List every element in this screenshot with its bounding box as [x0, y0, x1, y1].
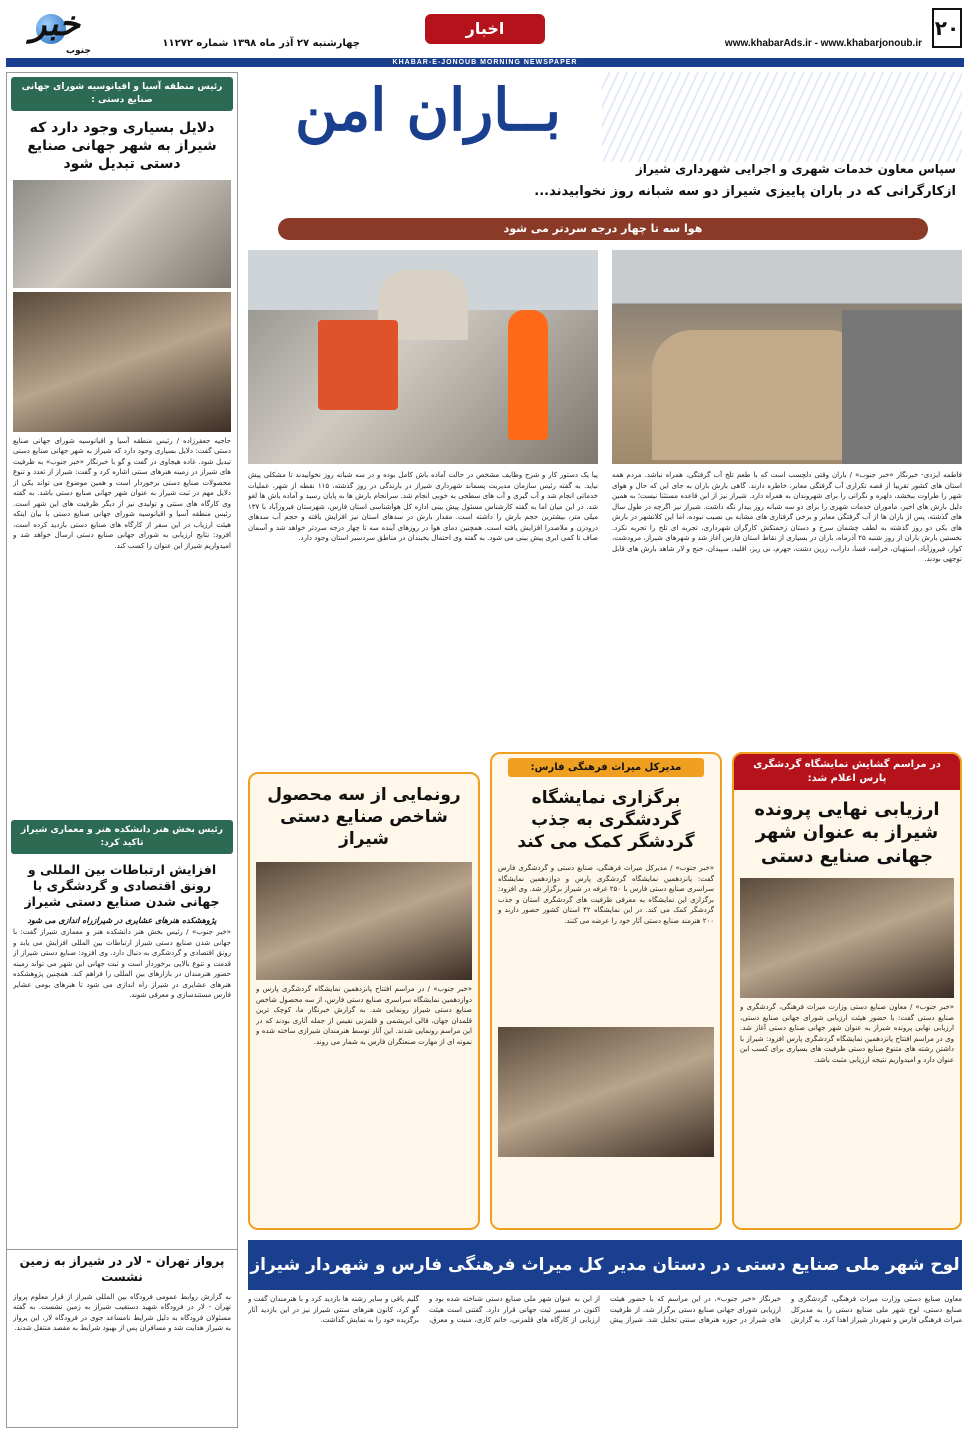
date-line: چهارشنبه ۲۷ آذر ماه ۱۳۹۸ شماره ۱۱۲۷۲: [162, 38, 360, 49]
main-subtitle-1: سپاس معاون خدمات شهری و اجرایی شهرداری شیراز: [635, 162, 956, 176]
box1-title: ارزیابی نهایی پرونده شیراز به عنوان شهر جهانی صنایع دستی: [754, 799, 940, 867]
river: [652, 330, 852, 460]
websites: www.khabarAds.ir - www.khabarjonoub.ir: [724, 38, 922, 49]
left-column: [6, 72, 238, 1428]
box-1: [732, 752, 962, 1230]
left-photo-1: [13, 180, 231, 288]
left-body-2: «خبر جنوب» / رئیس بخش هنر دانشکده هنر و معماری شیراز گفت: با جهانی شدن صنایع دستی شیراز ارتباطات بین المللی افزایش می یابد و رونق اقتصادی و گردشگری به دنبال دارد. وی افزود: صنایع دستی شیراز از قدمت و تنوع بالایی برخوردار است و ثبت جهانی این شهر می تواند زمینه حضور هنرمندان در بازارهای بین المللی را فراهم کند. همچنین پژوهشکده هنرهای عشایری در شیراز راه اندازی می شود تا هنرهای بومی عشایر فارس مستندسازی و معرفی شوند.: [13, 928, 231, 1000]
left-title-2: افزایش ارتباطات بین المللی و رونق اقتصادی و گردشگری با جهانی شدن صنایع دستی شیراز: [24, 861, 220, 910]
box1-body: «خبر جنوب» / معاون صنایع دستی وزارت میراث فرهنگی، گردشگری و صنایع دستی گفت: با حضور هیئت ارزیابی شورای جهانی صنایع دستی، ارزیابی نهایی پرونده شیراز به عنوان شهر جهانی صنایع دستی آغاز شد. وی در مراسم افتتاح پانزدهمین نمایشگاه گردشگری پارس افزود: شیراز با داشتن رشته های متنوع صنایع دستی ظرفیت های بسیاری برای کسب این عنوان دارد و امیدواریم نتیجه ارزیابی مثبت باشد.: [740, 1003, 954, 1064]
box-2: [490, 752, 722, 1230]
main-title: بــاران امن: [294, 76, 562, 144]
main-banner: هوا سه تا چهار درجه سردتر می شود: [278, 218, 928, 240]
box2-body: «خبر جنوب» / مدیرکل میراث فرهنگی، صنایع دستی و گردشگری فارس گفت: پانزدهمین نمایشگاه گردشگری پارس و دوازدهمین نمایشگاه سراسری صنایع دستی فارس با ۲۵۰ غرفه در شیراز برگزار شد. وی افزود: برگزاری این نمایشگاه به معرفی ظرفیت های گردشگری استان و جذب گردشگر کمک می کند. در این نمایشگاه ۴۲ استان کشور حضور دارند و ۲۰۰ هنرمند صنایع دستی آثار خود را عرضه می کنند.: [498, 864, 714, 925]
recycle-bin: [318, 320, 398, 410]
logo: [6, 4, 106, 60]
left-title-3: پرواز تهران - لار در شیراز به زمین نشست: [7, 1249, 237, 1289]
bottom-banner: لوح شهر ملی صنایع دستی در دستان مدیر کل میراث فرهنگی فارس و شهردار شیراز: [248, 1240, 962, 1290]
main-body-right: فاطمه ایزدی- خبرنگار «خبر جنوب» / باران وقتی دلچسب است که با طعم تلخ آب گرفتگی، همراه نباشد. مردم همه استان های کشور تقریبا از قصه تکراری آب گرفتگی معابر، خاطره دارند. گاهی بارش باران به جای این که حال و هوای شهر را طراوت ببخشد، دلهره و نگرانی را برای شهروندان به همراه دارد. شیراز نیز از این قاعده مستثنا نیست؛ به همین دلیل بارش های اخیر، ماموران خدمات شهری را برای دو سه شبانه روز بیدار نگه داشت. شیراز نیز اگرچه در طول سال های گذشته، پس از باران ها از آب گرفتگی معابر و برخی گرفتاری های مشابه بی نصیب نبوده، اما این کلانشهر در بارش های یکی دو روز گذشته به لطف چشمان سرخ و دستان زحمتکش کارگران شهرداری، تجربه ای تلخ را تجربه نکرد. نخستین بارش باران از روز شنبه ۲۵ آذرماه، باران در بسیاری از نقاط استان فارس آغاز شد و شهرهای شیراز، مرودشت، کوار، فیروزآباد، استهبان، خرامه، فسا، داراب، زرین دشت، جهرم، نی ریز، اقلید، سپیدان، خنج و لار شاهد بارش های قابل توجهی بودند.: [612, 471, 962, 563]
box3-photo: [256, 862, 472, 980]
main-subtitle-2: ازکارگرانی که در باران پاییزی شیراز دو سه شبانه روز نخوابیدند...: [534, 184, 956, 199]
title-rain-decoration: [602, 72, 962, 162]
main-photo-right: [612, 250, 962, 464]
main-body-middle: پیا یک دستور کار و شرح وظایف مشخص در حالت آماده باش کامل بوده و در سه شبانه روز نخوابیدند تا مشکلی پیش نیاید. به گفته رئیس سازمان مدیریت پسماند شهرداری شیراز در بارندگی در روز گذشته، ۱۱۵ نقطه از شهر، عملیات خدماتی انجام شد و آب گیری و آب های سطحی به خوبی انجام شد. سرانجام بارش ها به پایان رسید و آماده باش ها لغو شد. در این میان اما به گفته کارشناس مسئول پیش بینی اداره کل هواشناسی استان فارس، شهرستان فیروزآباد با ۱۳۷ میلی متر، بیشترین حجم بارش را داشته است. مقدار بارش در سدهای استان نیز افزایش یافته و حجم آب سدهای درودزن و ملاصدرا افزایش یافته است. همچنین دمای هوا در روزهای آینده سه تا چهار درجه سردتر خواهد شد و آسمان صاف تا کمی ابری پیش بینی می شود. به گفته وی احتمال یخبندان در مناطق سردسیر استان وجود دارد.: [248, 471, 598, 542]
box3-title: رونمایی از سه محصول شاخص صنایع دستی شیراز: [267, 785, 461, 850]
logo-sub: جنوب: [66, 46, 91, 56]
left-byline-2: پژوهشکده هنرهای عشایری در شیرازراه اندازی می شود: [27, 916, 217, 926]
left-body-3: به گزارش روابط عمومی فرودگاه بین المللی شیراز از قرار معلوم پرواز تهران - لار در فرودگاه شهید دستغیب شیراز به زمین نشست. به گفته مسئولان فرودگاه به دلیل شرایط نامساعد جوی در فرودگاه لار، این پرواز به شیراز هدایت شد و مسافران پس از بهبود شرایط به مقصد منتقل شدند.: [13, 1292, 231, 1332]
masthead-strip: KHABAR-E-JONOUB MORNING NEWSPAPER: [6, 58, 964, 67]
left-title: دلایل بسیاری وجود دارد که شیراز به شهر جهانی صنایع دستی تبدیل شود: [27, 120, 217, 173]
box2-title: برگزاری نمایشگاه گردشگری به جذب گردشگر کمک می کند: [517, 788, 695, 853]
bottom-body: معاون صنایع دستی وزارت میراث فرهنگی، گردشگری و صنایع دستی، لوح شهر ملی صنایع دستی را به مدیرکل میراث فرهنگی فارس و شهردار شیراز اهدا کرد. به گزارش خبرنگار «خبر جنوب»، در این مراسم که با حضور هیئت ارزیابی شورای جهانی صنایع دستی برگزار شد، از ظرفیت های شیراز در حوزه هنرهای سنتی تجلیل شد. شیراز پیش از این به عنوان شهر ملی صنایع دستی شناخته شده بود و اکنون در مسیر ثبت جهانی قرار دارد. گفتنی است هیئت ارزیابی از کارگاه های قلمزنی، خاتم کاری، منبت و معرق، گلیم بافی و سایر رشته ها بازدید کرد و با هنرمندان گفت و گو کرد. کانون هنرهای سنتی شیراز نیز در این بازدید آثار برگزیده خود را به نمایش گذاشت.: [248, 1295, 962, 1324]
box2-photo: [498, 1027, 714, 1157]
worker: [508, 310, 548, 440]
left-body: حاجیه جعفرزاده / رئیس منطقه آسیا و اقیانوسیه شورای جهانی صنایع دستی گفت: دلایل بسیاری وجود دارد که شیراز به شهر جهانی صنایع دستی تبدیل شود. غاده هیجاوی در گفت و گو با خبرنگار «خبر جنوب» به ظرفیت های شیراز در زمینه هنرهای سنتی اشاره کرد و گفت: شیراز از تعدد و تنوع محصولات صنایع دستی برخوردار است و همین موضوع می تواند یکی از دلایل مهم در ثبت شیراز به عنوان شهر جهانی صنایع دستی باشد. به گفته وی کارگاه های سنتی و تولیدی نیز از دیگر ظرفیت های این شهر است. رئیس منطقه آسیا و اقیانوسیه شورای جهانی صنایع دستی با بیان اینکه هیئت ارزیاب در این سفر از کارگاه های صنایع دستی بازدید کرده است، افزود: نتایج ارزیابی به شورای جهانی صنایع دستی ارسال خواهد شد و امیدواریم شیراز این عنوان را کسب کند.: [13, 436, 231, 550]
main-title-area: [248, 72, 962, 212]
logo-text: خبر: [29, 4, 81, 44]
left-kicker-2: رئیس بخش هنر دانشکده هنر و معماری شیراز تاکید کرد:: [11, 820, 233, 854]
left-kicker: رئیس منطقه آسیا و اقیانوسیه شورای جهانی صنایع دستی :: [11, 77, 233, 111]
box2-kicker: مدیرکل میراث فرهنگی فارس:: [508, 758, 704, 777]
road: [842, 310, 962, 464]
page-number-badge: ۲۰: [932, 8, 962, 48]
box3-body: «خبر جنوب» / در مراسم افتتاح پانزدهمین نمایشگاه گردشگری پارس و دوازدهمین نمایشگاه سراسری صنایع دستی فارس، از سه محصول شاخص صنایع دستی شیراز رونمایی شد. به گزارش خبرنگار ما، کوچک ترین قلمدان جهان، قالی ابریشمی و قلمزنی نفیس از جمله آثاری بودند که در این مراسم رونمایی شدند. این آثار توسط هنرمندان شیرازی ساخته شده و نمونه ای از مهارت صنعتگران فارس به شمار می روند.: [256, 985, 472, 1046]
box1-kicker: در مراسم گشایش نمایشگاه گردشگری پارس اعلام شد:: [734, 754, 960, 790]
left-photo-2: [13, 292, 231, 432]
box-3: [248, 772, 480, 1230]
box1-photo: [740, 878, 954, 998]
main-photo-left: [248, 250, 598, 464]
section-label: اخبار: [425, 14, 545, 44]
